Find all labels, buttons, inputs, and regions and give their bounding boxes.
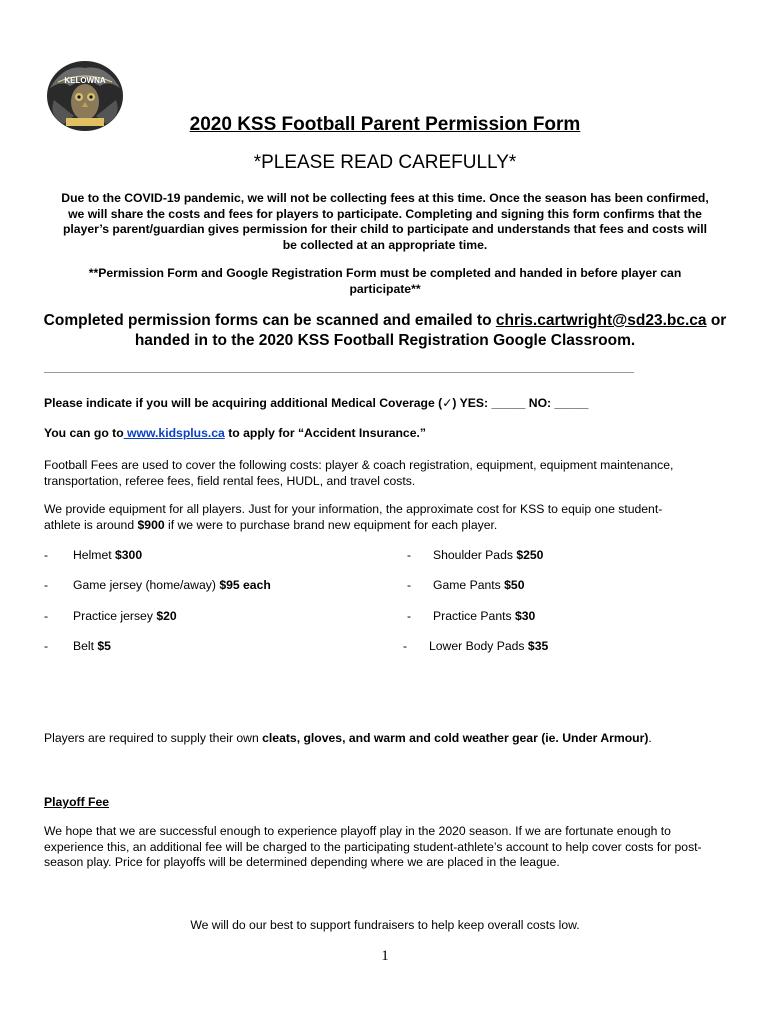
intro-line: we will share the costs and fees for players to participate. Completing and signing this form confirms that the (68, 206, 702, 221)
gear-prefix: Players are required to supply their own (44, 731, 263, 745)
gear-suffix: . (648, 731, 652, 745)
playoff-paragraph (44, 824, 734, 871)
playoff-line: experience this, an additional fee will be charged to the participating student-athlete’s account to help cover costs for post- (44, 839, 702, 854)
equip-line2-suffix: if we were to purchase brand new equipment for each player. (164, 517, 498, 532)
equip-line2-prefix: athlete is around (44, 517, 138, 532)
submit-prefix: Completed permission forms can be scanned and emailed to (43, 312, 496, 329)
equipment-item: Game jersey (home/away) $95 each (73, 578, 271, 592)
playoff-heading: Playoff Fee (44, 795, 110, 809)
equipment-item: Game Pants $50 (433, 578, 525, 592)
equip-line1: We provide equipment for all players. Just for your information, the approximate cost for KSS to equip one student- (44, 502, 663, 516)
list-dash: - (407, 609, 412, 623)
list-dash: - (407, 548, 412, 562)
list-dash: - (44, 639, 49, 653)
intro-line: Due to the COVID-19 pandemic, we will not be collecting fees at this time. Once the season has been confirmed, (61, 191, 709, 205)
email-link[interactable]: chris.cartwright@sd23.bc.ca (495, 312, 707, 329)
fees-paragraph (44, 458, 734, 489)
intro-line: player’s parent/guardian gives permission for their child to participate and understands that fees and costs will (62, 222, 708, 236)
page-subtitle: *PLEASE READ CAREFULLY* (253, 152, 517, 173)
list-dash: - (403, 639, 408, 653)
intro-paragraph (40, 191, 730, 253)
list-dash: - (44, 609, 49, 623)
equipment-item: Practice jersey $20 (73, 609, 177, 623)
insurance-suffix: to apply for “Accident Insurance.” (224, 426, 426, 440)
medical-coverage-question: Please indicate if you will be acquiring additional Medical Coverage (✓) YES: _____ NO: _____ (44, 396, 589, 410)
equip-total-amount: $900 (137, 517, 165, 532)
fees-line: transportation, referee fees, field rental fees, HUDL, and travel costs. (44, 473, 416, 488)
equipment-item: Belt $5 (73, 639, 111, 653)
insurance-prefix: You can go to (44, 426, 124, 440)
notice-line: participate** (349, 281, 421, 296)
page-number: 1 (381, 948, 389, 964)
submit-suffix: or (706, 312, 727, 329)
notice-paragraph (40, 266, 730, 297)
gear-items: cleats, gloves, and warm and cold weather gear (ie. Under Armour) (262, 731, 649, 745)
list-dash: - (44, 548, 49, 562)
equipment-paragraph (44, 502, 734, 533)
closing-statement: We will do our best to support fundraisers to help keep overall costs low. (190, 918, 580, 932)
submission-instructions (40, 311, 730, 351)
submit-line2: handed in to the 2020 KSS Football Registration Google Classroom. (134, 332, 636, 349)
fees-line: Football Fees are used to cover the following costs: player & coach registration, equipment, equipment maintenance, (44, 458, 674, 472)
insurance-line (44, 426, 734, 442)
intro-line: be collected at an appropriate time. (282, 237, 488, 252)
equipment-item: Shoulder Pads $250 (433, 548, 544, 562)
list-dash: - (407, 578, 412, 592)
divider (44, 372, 634, 373)
playoff-line: We hope that we are successful enough to experience playoff play in the 2020 season. If we are fortunate enough to (44, 824, 671, 838)
gear-requirement (44, 731, 734, 747)
kidsplus-link[interactable]: www.kidsplus.ca (123, 426, 225, 440)
equipment-item: Helmet $300 (73, 548, 143, 562)
page-title: 2020 KSS Football Parent Permission Form (189, 114, 581, 135)
list-dash: - (44, 578, 49, 592)
equipment-item: Lower Body Pads $35 (429, 639, 549, 653)
notice-line: **Permission Form and Google Registration Form must be completed and handed in before player can (88, 266, 682, 280)
svg-text:KELOWNA: KELOWNA (64, 76, 106, 85)
equipment-item: Practice Pants $30 (433, 609, 536, 623)
playoff-line: season play. Price for playoffs will be determined depending where we are placed in the league. (44, 855, 560, 869)
